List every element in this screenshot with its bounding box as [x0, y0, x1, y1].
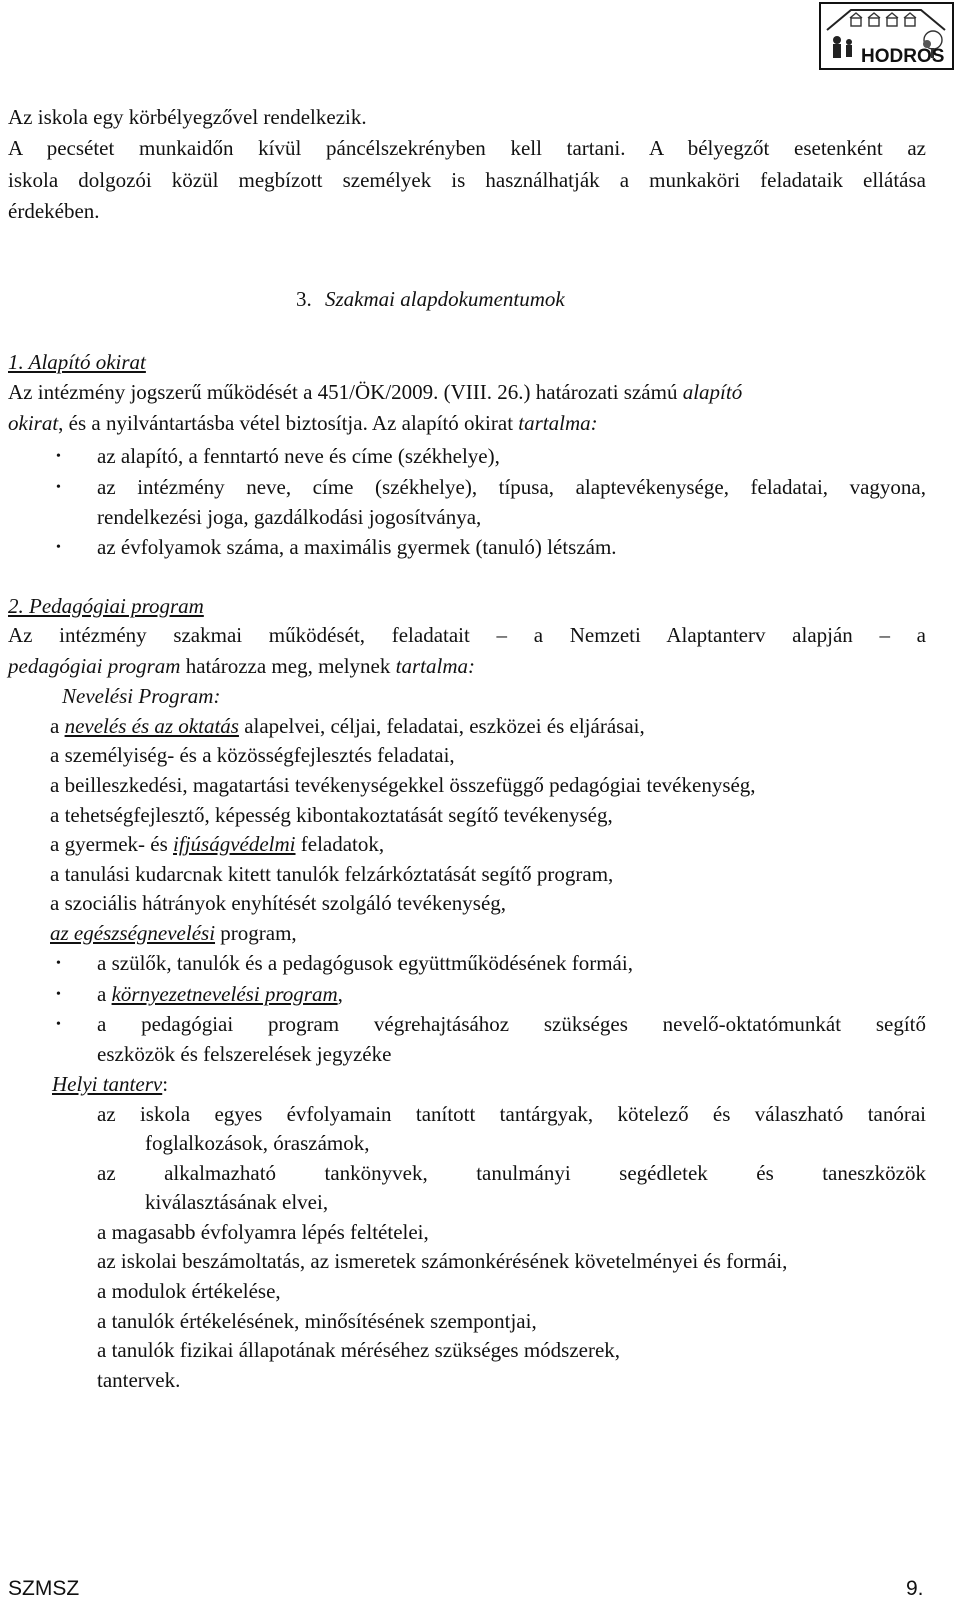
- helyi-item-1a: az iskola egyes évfolyamain tanított tantárgyak, kötelező és válaszható tanórai: [97, 1102, 926, 1126]
- helyi-tanterv-title: [52, 1074, 168, 1095]
- subsection-title-pedagogiai: 2. Pedagógiai program: [8, 594, 204, 618]
- intro-line-4: érdekében.: [8, 199, 100, 223]
- bullet-icon: •: [56, 540, 61, 555]
- bullet-icon: •: [56, 449, 61, 464]
- s1-line-2-text: , és a nyilvántartásba vétel biztosítja. Az alapító okirat: [58, 411, 514, 435]
- s2-line-2-text: határozza meg, melynek: [185, 654, 391, 678]
- nev-item-8-b: program,: [220, 921, 297, 945]
- school-logo: [819, 2, 954, 70]
- s2-bullet-2-italic: környezetnevelési program: [111, 982, 338, 1006]
- s1-line-1-text: Az intézmény jogszerű működését a 451/ÖK/2009. (VIII. 26.) határozati számú: [8, 380, 678, 404]
- s1-line-2: [8, 413, 598, 434]
- helyi-item-4: az iskolai beszámoltatás, az ismeretek számonkérésének követelményei és formái,: [97, 1249, 788, 1273]
- section-heading: [296, 289, 565, 310]
- nev-item-5-b: feladatok,: [300, 832, 385, 856]
- bullet-icon: •: [56, 956, 61, 971]
- bullet-icon: •: [56, 1017, 61, 1032]
- nev-item-1-italic: nevelés és az oktatás: [64, 714, 239, 738]
- intro-line-3: iskola dolgozói közül megbízott személyek is használhatják a munkaköri feladataik ellátása: [8, 168, 926, 192]
- bullet-icon: •: [56, 480, 61, 495]
- nev-item-1-a: a: [50, 714, 60, 738]
- s2-pedagogiai-program-italic: pedagógiai program: [8, 654, 181, 678]
- helyi-item-5: a modulok értékelése,: [97, 1279, 281, 1303]
- helyi-tanterv-colon: :: [162, 1072, 169, 1096]
- s1-bullet-2a: az intézmény neve, címe (székhelye), típusa, alaptevékenysége, feladatai, vagyona,: [97, 475, 926, 499]
- nev-item-1-b: alapelvei, céljai, feladatai, eszközei és eljárásai,: [244, 714, 645, 738]
- page-number: 9.: [906, 1577, 924, 1600]
- bullet-icon: •: [56, 987, 61, 1002]
- helyi-item-1b: foglalkozások, óraszámok,: [145, 1131, 370, 1155]
- s2-line-1: Az intézmény szakmai működését, feladatait – a Nemzeti Alaptanterv alapján – a: [8, 623, 926, 647]
- s1-tartalma-italic: tartalma:: [518, 411, 598, 435]
- helyi-item-6: a tanulók értékelésének, minősítésének szempontjai,: [97, 1309, 537, 1333]
- helyi-item-8: tantervek.: [97, 1368, 181, 1392]
- subsection-title-alapito: 1. Alapító okirat: [8, 350, 146, 374]
- intro-line-2: A pecsétet munkaidőn kívül páncélszekrényben kell tartani. A bélyegzőt esetenként az: [8, 136, 926, 160]
- helyi-item-2a: az alkalmazható tankönyvek, tanulmányi segédletek és taneszközök: [97, 1161, 926, 1185]
- s2-line-2: [8, 656, 475, 677]
- s1-line-1-italic: alapító: [682, 380, 743, 404]
- s2-bullet-3a: a pedagógiai program végrehajtásához szükséges nevelő-oktatómunkát segítő: [97, 1012, 926, 1036]
- s2-bullet-1: a szülők, tanulók és a pedagógusok együttműködésének formái,: [97, 951, 633, 975]
- nev-item-4: a tehetségfejlesztő, képesség kibontakoztatását segítő tevékenység,: [50, 803, 613, 827]
- nev-item-5-a: a gyermek- és: [50, 832, 168, 856]
- s1-okirat-italic: okirat: [8, 411, 59, 435]
- nevelesi-program-title: Nevelési Program:: [62, 684, 221, 708]
- s1-line-1: [8, 382, 742, 403]
- nev-item-8-italic: az egészségnevelési: [50, 921, 216, 945]
- helyi-item-7: a tanulók fizikai állapotának méréséhez szükséges módszerek,: [97, 1338, 621, 1362]
- nev-item-2: a személyiség- és a közösségfejlesztés feladatai,: [50, 743, 455, 767]
- nev-item-5-italic: ifjúságvédelmi: [173, 832, 296, 856]
- helyi-item-2b: kiválasztásának elvei,: [145, 1190, 329, 1214]
- section-number: 3.: [296, 287, 312, 311]
- s2-bullet-2-b: ,: [337, 982, 343, 1006]
- intro-line-1: Az iskola egy körbélyegzővel rendelkezik.: [8, 105, 367, 129]
- s2-tartalma-italic: tartalma:: [395, 654, 475, 678]
- nev-item-6: a tanulási kudarcnak kitett tanulók felzárkóztatását segítő program,: [50, 862, 614, 886]
- logo-graphic: [821, 4, 952, 68]
- helyi-tanterv-label: Helyi tanterv: [52, 1072, 163, 1096]
- section-title: Szakmai alapdokumentumok: [325, 287, 565, 311]
- nev-item-3: a beilleszkedési, magatartási tevékenységekkel összefüggő pedagógiai tevékenység,: [50, 773, 756, 797]
- helyi-item-3: a magasabb évfolyamra lépés feltételei,: [97, 1220, 429, 1244]
- s1-bullet-3: az évfolyamok száma, a maximális gyermek (tanuló) létszám.: [97, 535, 617, 559]
- nev-item-8: [50, 923, 297, 944]
- s1-bullet-2b: rendelkezési joga, gazdálkodási jogosítványa,: [97, 505, 482, 529]
- s1-bullet-1: az alapító, a fenntartó neve és címe (székhelye),: [97, 444, 500, 468]
- footer-label: SZMSZ: [8, 1577, 80, 1600]
- nev-item-7: a szociális hátrányok enyhítését szolgáló tevékenység,: [50, 891, 507, 915]
- svg-text:HODROS: HODROS: [861, 46, 945, 67]
- nev-item-5: [50, 834, 384, 855]
- s2-bullet-2: [97, 984, 343, 1005]
- s2-bullet-2-a: a: [97, 982, 107, 1006]
- s2-bullet-3b: eszközök és felszerelések jegyzéke: [97, 1042, 392, 1066]
- nev-item-1: [50, 716, 645, 737]
